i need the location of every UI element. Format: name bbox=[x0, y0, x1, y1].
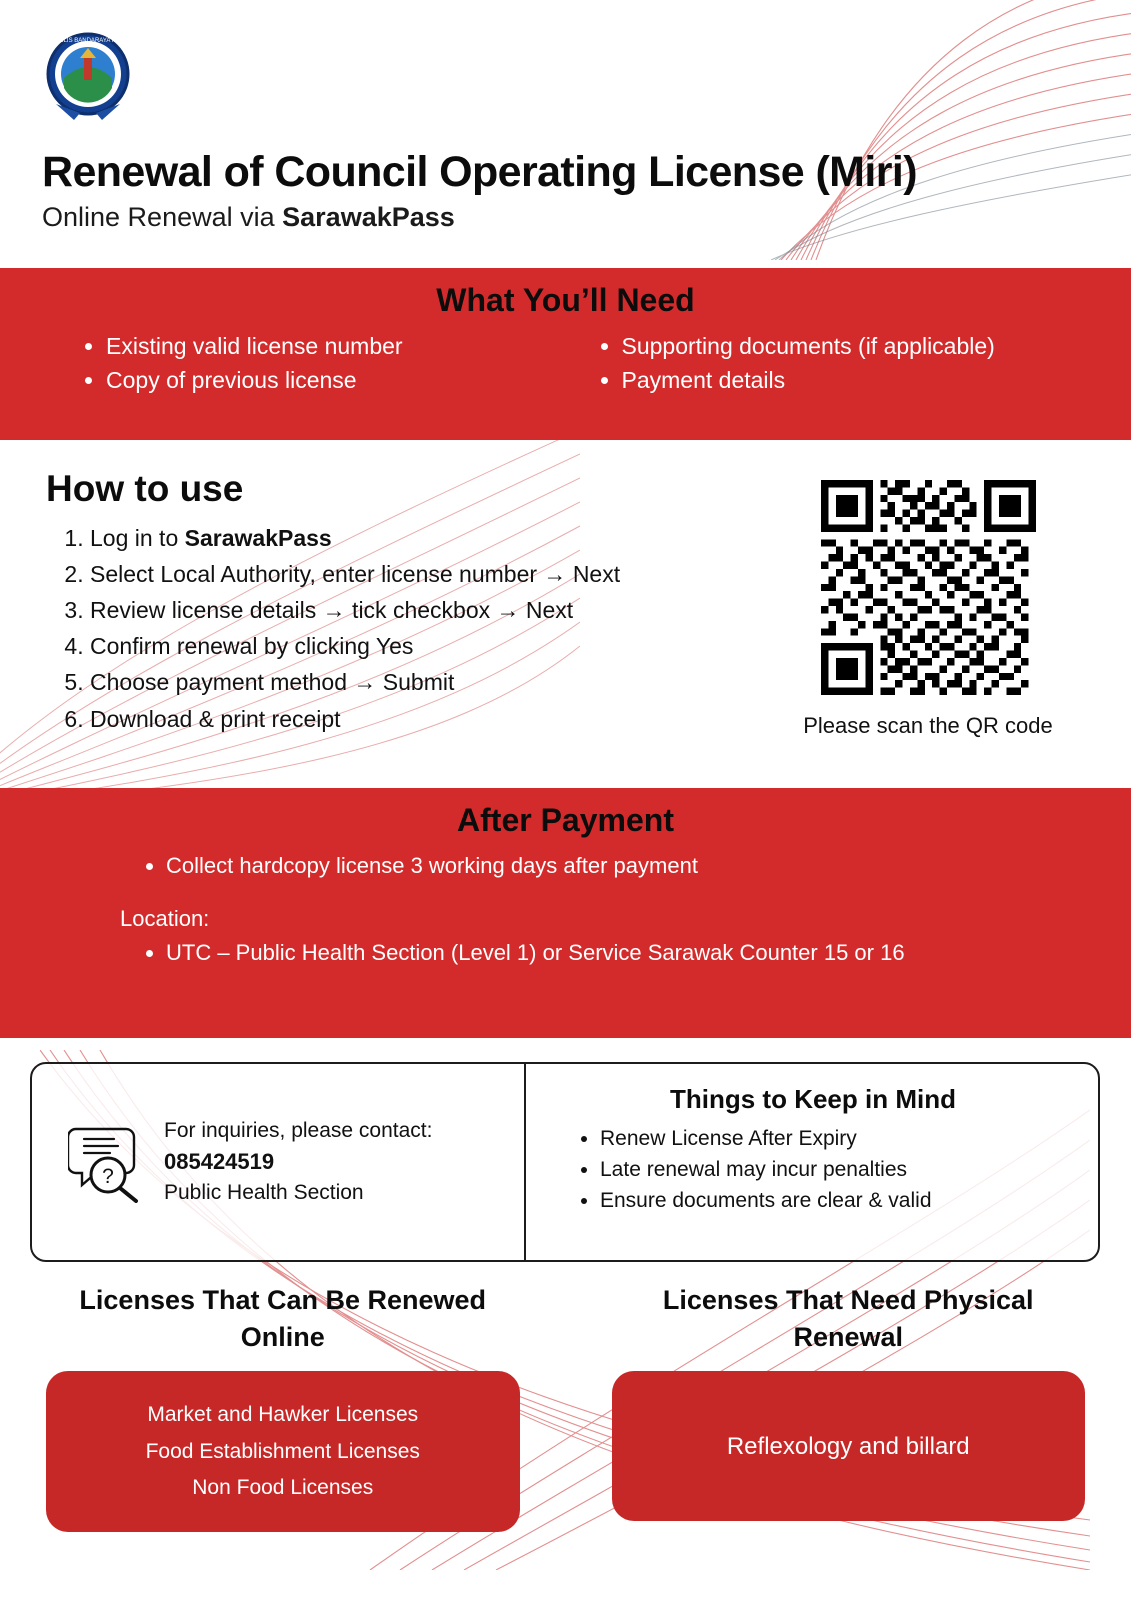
after-payment-list bbox=[120, 849, 1011, 882]
how-to-use-section bbox=[46, 468, 766, 737]
list-item: • UTC – Public Health Section (Level 1) or Service Sarawak Counter 15 or 16 bbox=[166, 936, 1011, 969]
contact-line-1: For inquiries, please contact: bbox=[164, 1118, 433, 1142]
list-item: • Late renewal may incur penalties bbox=[600, 1154, 1074, 1185]
how-to-use-steps bbox=[46, 520, 766, 737]
list-item: Market and Hawker Licenses bbox=[147, 1403, 419, 1427]
qr-section bbox=[763, 480, 1093, 739]
contact-panel bbox=[32, 1064, 526, 1260]
physical-licenses-pill bbox=[612, 1371, 1086, 1521]
list-item: • Supporting documents (if applicable) bbox=[622, 329, 1072, 363]
what-you-need-heading: What You’ll Need bbox=[436, 282, 695, 318]
contact-phone[interactable]: 085424519 bbox=[164, 1149, 275, 1175]
council-crest-logo bbox=[42, 28, 134, 124]
list-item: Reflexology and billard bbox=[726, 1432, 970, 1460]
physical-licenses-column bbox=[566, 1282, 1131, 1532]
list-item: • Ensure documents are clear & valid bbox=[600, 1185, 1074, 1216]
list-item: 1. Log in to SarawakPass bbox=[90, 520, 766, 556]
after-payment-section bbox=[0, 788, 1131, 1038]
list-item: • Payment details bbox=[622, 363, 1072, 397]
inquiry-magnifier-icon bbox=[68, 1121, 146, 1203]
list-item: • Renew License After Expiry bbox=[600, 1123, 1074, 1154]
list-item: 6. Download & print receipt bbox=[90, 701, 766, 737]
list-item: • Existing valid license number bbox=[106, 329, 556, 363]
physical-licenses-heading: Licenses That Need Physical Renewal bbox=[662, 1285, 1034, 1352]
how-to-use-heading: How to use bbox=[46, 468, 244, 509]
keep-in-mind-heading: Things to Keep in Mind bbox=[670, 1084, 956, 1114]
list-item: 2. Select Local Authority, enter license number → Next bbox=[90, 556, 766, 592]
list-item: • Copy of previous license bbox=[106, 363, 556, 397]
page-title: Renewal of Council Operating License (Miri) bbox=[42, 148, 917, 196]
list-item: Non Food Licenses bbox=[192, 1475, 374, 1499]
subtitle-prefix: Online Renewal via bbox=[42, 202, 283, 233]
online-licenses-heading: Licenses That Can Be Renewed Online bbox=[79, 1285, 487, 1352]
svg-text:MAJLIS BANDARAYA MIRI: MAJLIS BANDARAYA MIRI bbox=[51, 38, 125, 44]
what-you-need-right-list bbox=[576, 329, 1072, 397]
what-you-need-section bbox=[0, 268, 1131, 440]
qr-code-icon[interactable] bbox=[821, 480, 1036, 695]
location-list bbox=[120, 936, 1011, 969]
after-payment-heading: After Payment bbox=[457, 802, 674, 838]
info-box bbox=[30, 1062, 1100, 1262]
keep-in-mind-panel bbox=[526, 1064, 1098, 1260]
list-item: 4. Confirm renewal by clicking Yes bbox=[90, 628, 766, 664]
page-subtitle bbox=[42, 202, 1092, 233]
poster-header bbox=[42, 148, 1092, 233]
online-licenses-pill bbox=[46, 1371, 520, 1531]
list-item: 3. Review license details → tick checkbox → Next bbox=[90, 592, 766, 628]
list-item: • Collect hardcopy license 3 working days after payment bbox=[166, 849, 1011, 882]
list-item: 5. Choose payment method → Submit bbox=[90, 664, 766, 700]
what-you-need-left-list bbox=[60, 329, 556, 397]
location-label: Location: bbox=[120, 906, 210, 931]
qr-caption: Please scan the QR code bbox=[803, 713, 1053, 738]
online-licenses-column bbox=[0, 1282, 566, 1532]
svg-text:?: ? bbox=[102, 1165, 114, 1188]
subtitle-brand: SarawakPass bbox=[282, 202, 455, 233]
license-categories bbox=[0, 1282, 1131, 1532]
contact-department: Public Health Section bbox=[164, 1180, 364, 1204]
list-item: Food Establishment Licenses bbox=[145, 1439, 420, 1463]
keep-in-mind-list bbox=[552, 1123, 1074, 1216]
